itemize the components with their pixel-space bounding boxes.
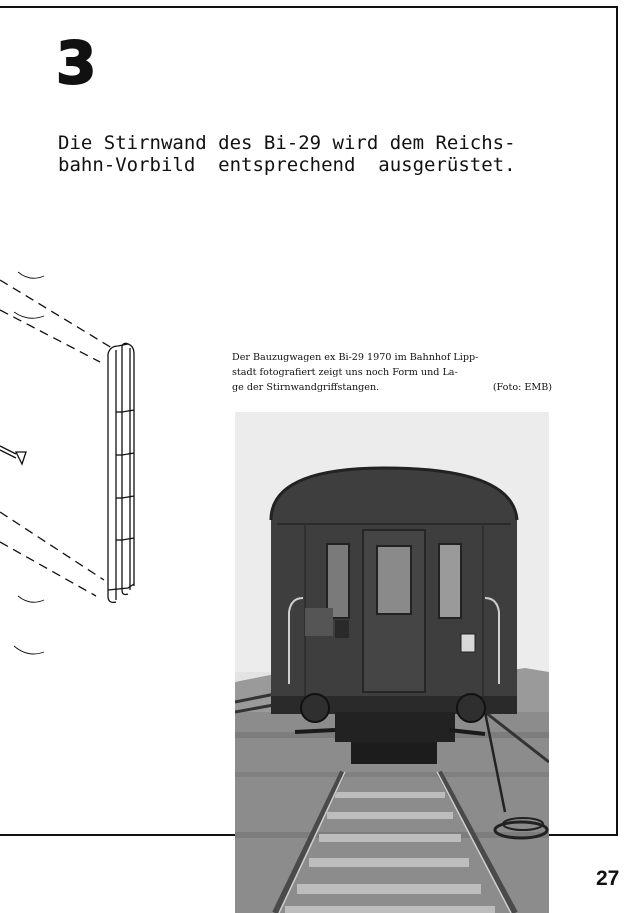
photo-caption [232, 350, 552, 395]
wagon-body [271, 468, 517, 764]
hole-arc-marks [14, 272, 44, 654]
dashed-guide-lines [0, 280, 112, 596]
caption-line-2: stadt fotografiert zeigt uns noch Form und La- [232, 367, 458, 378]
headline-line-2: bahn-Vorbild entsprechend ausgerüstet. [58, 154, 516, 176]
caption-line-3 [232, 380, 552, 395]
headline [58, 132, 578, 176]
page-number: 27 [596, 867, 620, 890]
caption-text: ge der Stirnwandgriffstangen. [232, 382, 380, 393]
grab-handle-part [108, 343, 134, 602]
photo-credit: (Foto: EMB) [492, 382, 552, 393]
wagon-photo [235, 412, 549, 913]
caption-line-1: Der Bauzugwagen ex Bi-29 1970 im Bahnhof Lipp- [232, 352, 479, 363]
tool-pin [0, 446, 26, 464]
step-number: 3 [56, 29, 97, 97]
headline-line-1: Die Stirnwand des Bi-29 wird dem Reichs- [58, 132, 516, 154]
assembly-drawing [0, 250, 160, 670]
